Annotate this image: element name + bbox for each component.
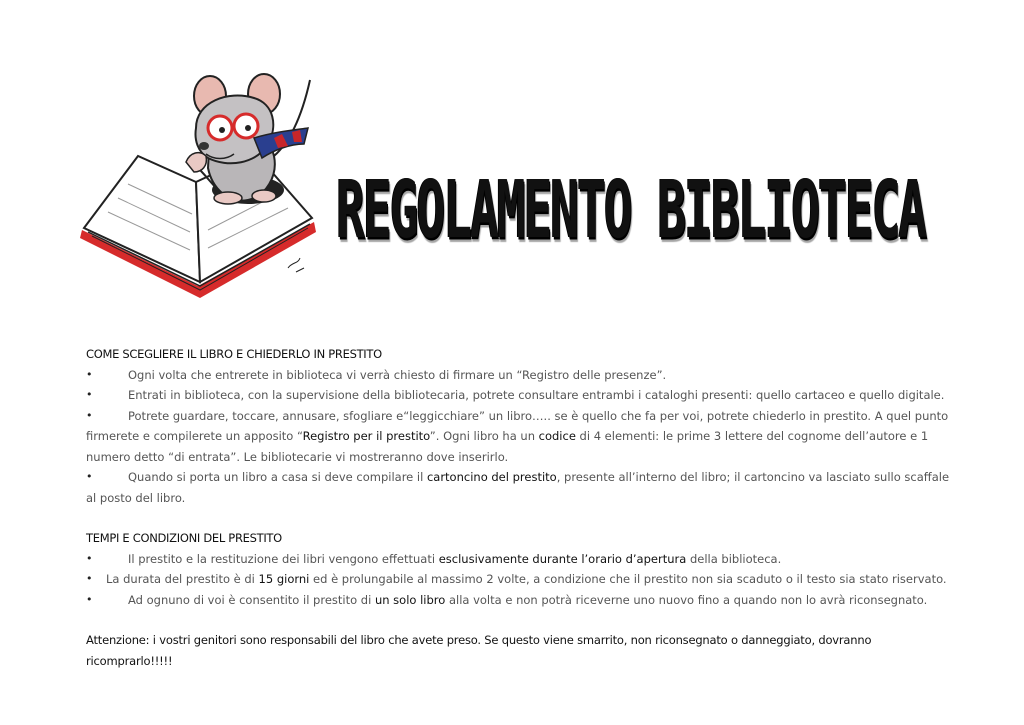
list-item: [86, 385, 960, 406]
section-title-conditions: TEMPI E CONDIZIONI DEL PRESTITO: [86, 531, 282, 545]
list-item-text: ed è prolungabile al massimo 2 volte, a condizione che il prestito non sia scaduto o il testo sia stato riservato.: [309, 572, 947, 586]
spacer: [86, 508, 960, 528]
section-title-borrowing: COME SCEGLIERE IL LIBRO E CHIEDERLO IN PRESTITO: [86, 347, 382, 361]
list-item-text: ”. Ogni libro ha un: [429, 429, 539, 443]
bullet-icon: •: [86, 592, 93, 606]
page-title: REGOLAMENTO BIBLIOTECA: [336, 162, 926, 257]
list-item-text: La durata del prestito è di: [106, 572, 259, 586]
list-item-text: alla volta e non potrà riceverne uno nuovo fino a quando non lo avrà riconsegnato.: [445, 592, 928, 607]
document-body: [86, 344, 960, 671]
list-item-text: Ogni volta che entrerete in biblioteca vi verrà chiesto di firmare un “Registro delle presenze”.: [128, 367, 667, 382]
list-item-text: della biblioteca.: [686, 551, 782, 566]
list-item: [86, 365, 960, 386]
list-item-text: Potrete guardare, toccare, annusare, sfogliare e“leggicchiare” un libro….. se è quello che fa per voi, potrete chiederlo in prestito. A quel punto firmerete e compilerete un apposito “: [86, 408, 949, 443]
bullet-icon: •: [86, 388, 93, 401]
list-item-text: , presente all’interno del libro; il cartoncino va lasciato sullo scaffale al posto del libro.: [86, 470, 950, 505]
list-item: [86, 467, 960, 508]
list-item-text: Il prestito e la restituzione dei libri vengono effettuati: [128, 551, 439, 566]
bullet-icon: •: [86, 408, 93, 422]
highlight-text: cartoncino del prestito: [426, 470, 557, 484]
highlight-text: esclusivamente durante l’orario d’apertura: [438, 551, 687, 566]
list-item-text: Entrati in biblioteca, con la supervisione della bibliotecaria, potrete consultare entrambi i cataloghi presenti: quello cartaceo e quello digitale.: [128, 388, 945, 402]
bullet-icon: •: [86, 551, 93, 565]
mouse-reading-book-illustration: [78, 72, 318, 298]
highlight-text: Registro per il prestito: [302, 429, 430, 443]
list-item-text: di 4 elementi: le prime 3 lettere del cognome dell’autore e 1 numero detto “di entrata”. Le bibliotecarie vi mostreranno dove inserirlo.: [86, 429, 929, 464]
highlight-text: 15 giorni: [258, 572, 310, 586]
list-item: [86, 406, 960, 468]
highlight-text: un solo libro: [374, 592, 446, 607]
spacer: [86, 610, 960, 630]
list-item-text: Quando si porta un libro a casa si deve compilare il: [128, 470, 427, 484]
list-item: [86, 569, 960, 590]
highlight-text: codice: [538, 429, 576, 443]
bullet-icon: •: [86, 470, 93, 483]
bullet-icon: •: [86, 572, 93, 585]
list-item: [86, 549, 960, 570]
list-item-text: Ad ognuno di voi è consentito il prestito di: [128, 592, 375, 607]
attention-note: Attenzione: i vostri genitori sono responsabili del libro che avete preso. Se questo viene smarrito, non riconsegnato o danneggiato, dovranno ricomprarlo!!!!!: [86, 633, 872, 668]
list-item: [86, 590, 960, 611]
bullet-icon: •: [86, 367, 93, 381]
